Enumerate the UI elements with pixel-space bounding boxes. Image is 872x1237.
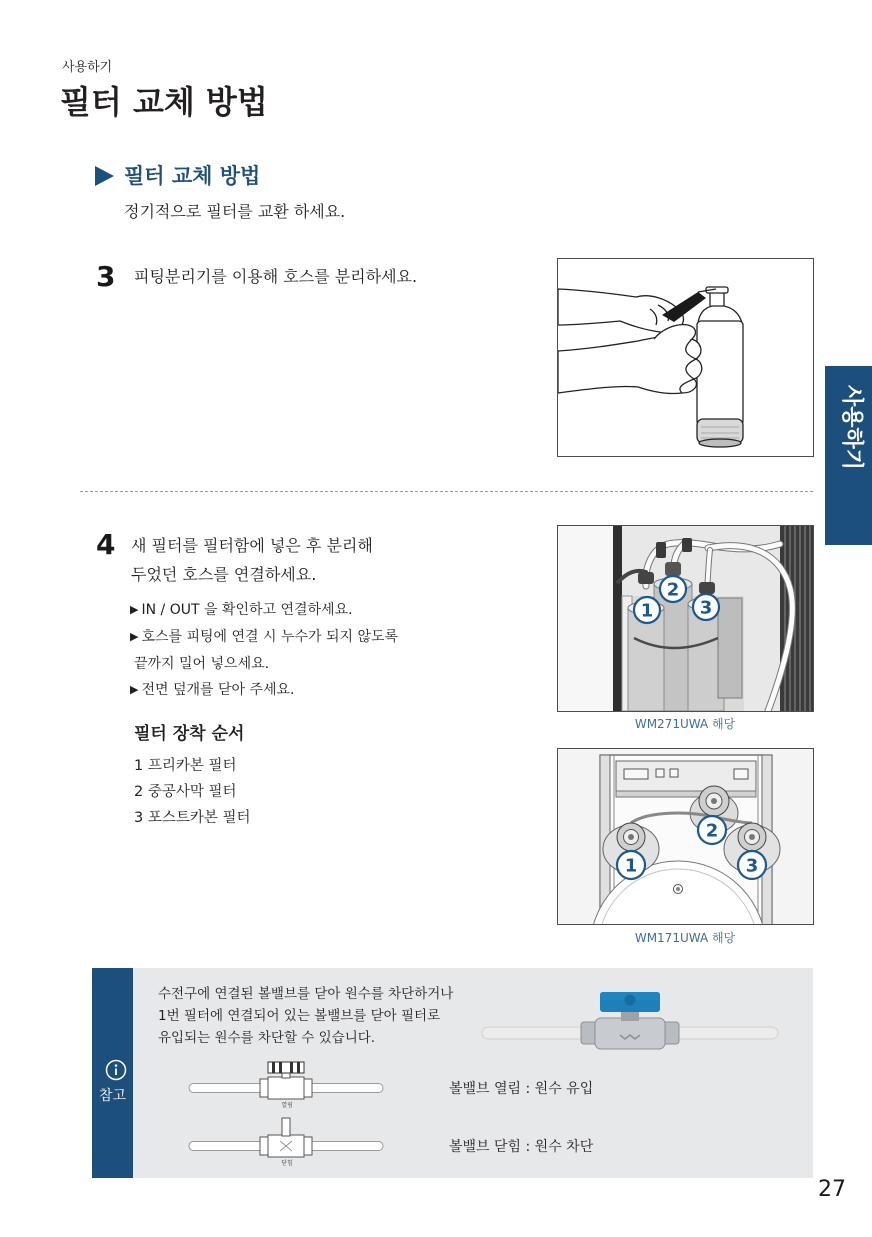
page-title: 필터 교체 방법 bbox=[60, 83, 268, 121]
section-triangle-icon bbox=[95, 166, 114, 186]
note-line: 1번 필터에 연결되어 있는 볼밸브를 닫아 필터로 bbox=[158, 1008, 441, 1024]
page-number: 27 bbox=[818, 1177, 846, 1202]
hose-separation-illustration bbox=[558, 259, 813, 456]
valve-open-text: 볼밸브 열림 : 원수 유입 bbox=[449, 1081, 594, 1097]
install-order-item: 2 중공사막 필터 bbox=[134, 784, 237, 800]
figure-hose-separation bbox=[557, 258, 814, 457]
side-tab-label: 사용하기 bbox=[839, 385, 864, 471]
bullet-item bbox=[130, 624, 398, 651]
bullet-marker-icon: ▶ bbox=[130, 630, 139, 643]
callout-3-number: 3 bbox=[745, 855, 759, 877]
install-order-item: 3 포스트카본 필터 bbox=[134, 810, 251, 826]
figure-caption-wm271uwa: WM271UWA 해당 bbox=[634, 717, 736, 731]
section-divider bbox=[80, 491, 813, 492]
figure-caption-wm171uwa: WM171UWA 해당 bbox=[634, 931, 736, 945]
condenser-grille bbox=[780, 526, 813, 711]
filter-3-cap bbox=[738, 823, 766, 851]
callout-2 bbox=[660, 576, 686, 602]
valve-closed-diagram bbox=[186, 1115, 386, 1169]
note-text bbox=[158, 983, 453, 1049]
callout-1-number: 1 bbox=[640, 600, 654, 622]
bullet-marker-icon: ▶ bbox=[130, 603, 139, 616]
ball-valve-illustration bbox=[480, 985, 780, 1060]
filter-bracket bbox=[718, 598, 742, 698]
upper-hand bbox=[558, 289, 683, 332]
top-unit bbox=[616, 761, 756, 797]
callout-2-number: 2 bbox=[705, 820, 719, 842]
step-4-number: 4 bbox=[96, 528, 116, 561]
filter-2-cap bbox=[699, 786, 729, 816]
section-label: 사용하기 bbox=[62, 60, 113, 75]
side-tab bbox=[825, 366, 872, 545]
figure-wm271uwa bbox=[557, 525, 814, 712]
valve-open-tag: 열림 bbox=[281, 1102, 293, 1109]
note-line: 유입되는 원수를 차단할 수 있습니다. bbox=[158, 1030, 376, 1046]
callout-3 bbox=[738, 851, 766, 879]
note-line: 수전구에 연결된 볼밸브를 닫아 원수를 차단하거나 bbox=[158, 986, 454, 1002]
install-order-title: 필터 장착 순서 bbox=[134, 724, 245, 744]
cabinet-frame bbox=[613, 526, 622, 711]
bullet-text: IN / OUT 을 확인하고 연결하세요. bbox=[141, 602, 353, 618]
bullet-continuation: 끝까지 밀어 넣으세요. bbox=[134, 656, 270, 672]
note-label: 참고 bbox=[98, 1088, 127, 1104]
step-3-text: 피팅분리기를 이용해 호스를 분리하세요. bbox=[134, 267, 418, 286]
install-order-item: 1 프리카본 필터 bbox=[134, 758, 237, 774]
info-icon bbox=[105, 1059, 127, 1081]
lower-hand bbox=[558, 325, 702, 394]
bullet-marker-icon: ▶ bbox=[130, 683, 139, 696]
bullet-text: 호스를 피팅에 연결 시 누수가 되지 않도록 bbox=[141, 629, 399, 645]
valve-handle-open bbox=[268, 1062, 304, 1073]
filter-cartridge bbox=[697, 287, 743, 447]
step-4-line: 두었던 호스를 연결하세요. bbox=[131, 565, 317, 584]
callout-1-number: 1 bbox=[624, 855, 638, 877]
valve-closed-text: 볼밸브 닫힘 : 원수 차단 bbox=[449, 1139, 594, 1155]
bullet-item bbox=[130, 597, 398, 624]
valve-open-diagram bbox=[186, 1057, 386, 1111]
wm171uwa-filter-render bbox=[558, 749, 813, 924]
callout-3-number: 3 bbox=[699, 597, 713, 619]
filter-1-cap bbox=[617, 823, 645, 851]
wm271uwa-filter-photo bbox=[558, 526, 813, 711]
callout-2-number: 2 bbox=[666, 579, 680, 601]
callout-1 bbox=[617, 851, 645, 879]
valve-handle-closed bbox=[282, 1118, 290, 1136]
bullet-text: 전면 덮개를 닫아 주세요. bbox=[141, 682, 295, 698]
callout-1 bbox=[634, 597, 660, 623]
step-4-line: 새 필터를 필터함에 넣은 후 분리해 bbox=[131, 536, 373, 555]
section-heading: 필터 교체 방법 bbox=[124, 164, 261, 188]
valve-closed-tag: 닫힘 bbox=[281, 1160, 293, 1167]
step-3-number: 3 bbox=[96, 260, 116, 293]
callout-2 bbox=[698, 816, 726, 844]
valve-handle bbox=[600, 992, 660, 1012]
step-4-text bbox=[131, 531, 373, 589]
valve-body bbox=[581, 1009, 679, 1049]
section-intro: 정기적으로 필터를 교환 하세요. bbox=[124, 202, 346, 221]
figure-wm171uwa bbox=[557, 748, 814, 925]
install-order-list bbox=[134, 753, 251, 831]
step-4-bullets bbox=[130, 597, 398, 704]
bullet-item bbox=[130, 677, 398, 704]
callout-3 bbox=[693, 594, 719, 620]
